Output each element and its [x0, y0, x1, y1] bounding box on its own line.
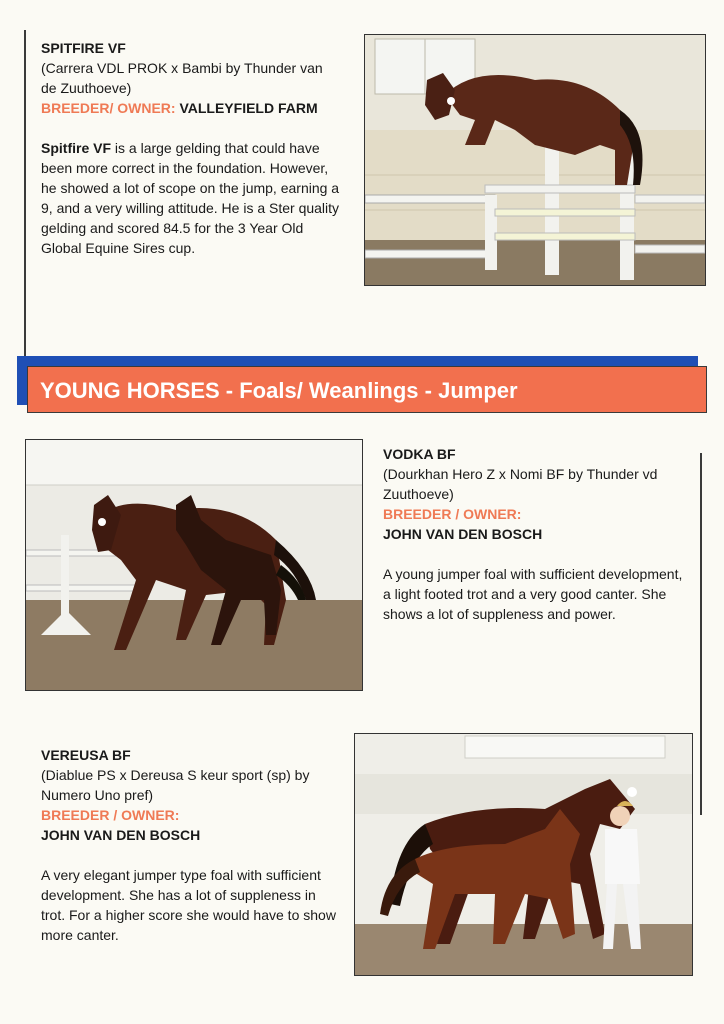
horse-name: VEREUSA BF: [41, 747, 131, 763]
horse-description: [41, 138, 341, 258]
section-banner: YOUNG HORSES - Foals/ Weanlings - Jumper: [27, 366, 707, 413]
breeder-label: BREEDER/ OWNER:: [41, 100, 176, 116]
photo-spitfire-jumping: [364, 34, 706, 286]
left-rule-top: [24, 30, 26, 356]
description-lead: Spitfire VF: [41, 140, 112, 156]
entry-vereusa: [41, 745, 341, 945]
horse-pedigree: (Carrera VDL PROK x Bambi by Thunder van de Zuuthoeve): [41, 60, 323, 96]
horse-pedigree: (Dourkhan Hero Z x Nomi BF by Thunder vd Zuuthoeve): [383, 466, 658, 502]
horse-description: A very elegant jumper type foal with sufficient development. She has a lot of suppleness in trot. For a higher score she would have to show more canter.: [41, 867, 336, 943]
horse-description: A young jumper foal with sufficient development, a light footed trot and a very good canter. She shows a lot of suppleness and power.: [383, 566, 683, 622]
breeder-label: BREEDER / OWNER:: [383, 506, 522, 522]
entry-vodka: [383, 444, 693, 624]
photo-vereusa-with-handler: [354, 733, 693, 976]
owner-name: JOHN VAN DEN BOSCH: [41, 827, 201, 843]
horse-name: VODKA BF: [383, 446, 456, 462]
horse-name: SPITFIRE VF: [41, 40, 126, 56]
photo-vodka-with-mare: [25, 439, 363, 691]
entry-spitfire: [41, 38, 341, 258]
description-text: is a large gelding that could have been more correct in the foundation. However, he showed a lot of scope on the jump, earning a 9, and a very willing attitude. He is a Ster quality gelding and scored 84.5 for the 3 Year Old Global Equine Sires cup.: [41, 140, 340, 256]
breeder-line: [41, 100, 318, 116]
breeder-label: BREEDER / OWNER:: [41, 807, 180, 823]
right-rule-middle: [700, 453, 702, 815]
horse-pedigree: (Diablue PS x Dereusa S keur sport (sp) by Numero Uno pref): [41, 767, 310, 803]
owner-name: JOHN VAN DEN BOSCH: [383, 526, 543, 542]
owner-name: VALLEYFIELD FARM: [179, 100, 318, 116]
